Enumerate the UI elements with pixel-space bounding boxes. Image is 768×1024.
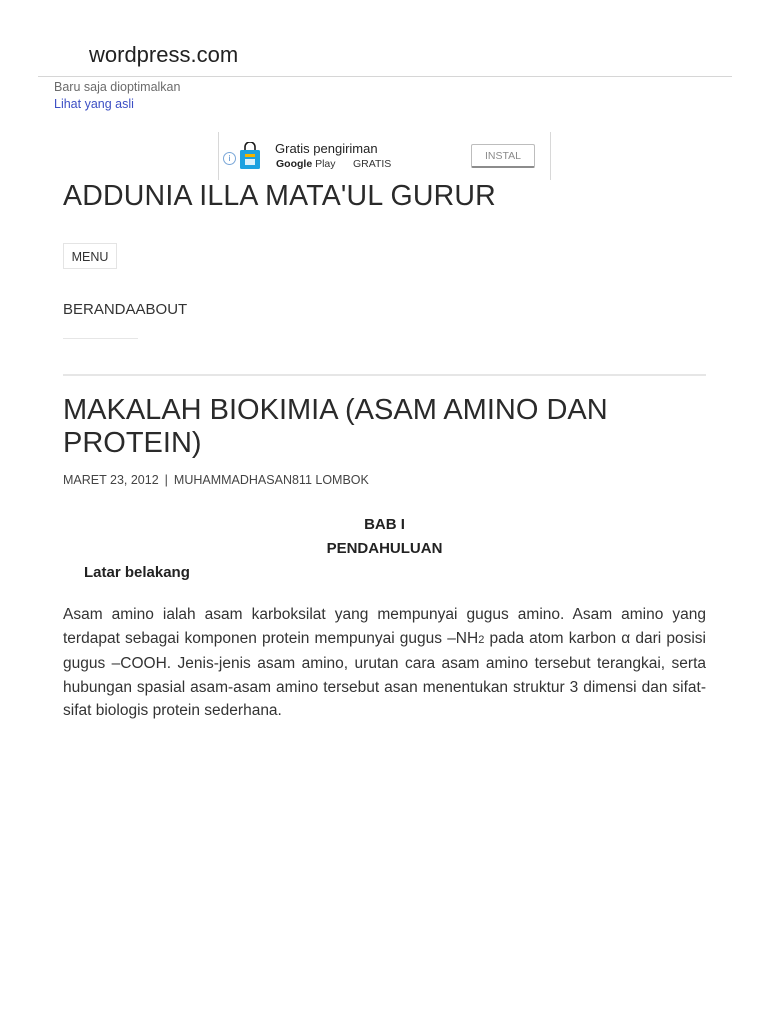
ad-info-icon[interactable]: i — [223, 152, 236, 165]
shopping-bag-icon — [239, 142, 261, 170]
ad-banner[interactable] — [218, 132, 551, 180]
post-title[interactable]: MAKALAH BIOKIMIA (ASAM AMINO DAN PROTEIN) — [63, 394, 608, 459]
google-play-prefix: Google — [276, 158, 313, 170]
paragraph-part-2: pada atom karbon α dari posisi gugus –COOH. Jenis-jenis asam amino, urutan cara asam amino tersebut terangkai, serta hubungan spasial asam-asam amino tersebut asan menentukan struktur 3 dimensi dan sifat-sifat biologis protein sederhana. — [63, 629, 706, 719]
paragraph-part-1: Asam amino ialah asam karboksilat yang mempunyai gugus amino. Asam amino yang terdapat sebagai komponen protein mempunyai gugus –NH — [63, 606, 706, 647]
post-date[interactable]: MARET 23, 2012 — [63, 473, 159, 487]
menu-button[interactable]: MENU — [63, 243, 117, 269]
header-divider — [38, 76, 732, 77]
main-nav — [63, 301, 187, 318]
meta-separator: | — [164, 473, 168, 487]
section-heading: Latar belakang — [84, 564, 190, 581]
google-play-suffix: Play — [312, 158, 336, 170]
blog-title[interactable]: ADDUNIA ILLA MATA'UL GURUR — [63, 180, 496, 212]
chapter-number: BAB I — [364, 516, 405, 533]
ad-price: GRATIS — [353, 158, 392, 170]
optimized-notice: Baru saja dioptimalkan — [54, 80, 181, 94]
ad-title: Gratis pengiriman — [275, 141, 378, 156]
install-button[interactable]: INSTAL — [471, 144, 535, 168]
paragraph-subscript: 2 — [478, 633, 485, 646]
nav-item-about[interactable]: ABOUT — [135, 301, 188, 318]
content-divider — [63, 374, 706, 376]
post-author[interactable]: MUHAMMADHASAN811 LOMBOK — [173, 473, 369, 487]
view-original-link[interactable]: Lihat yang asli — [54, 97, 134, 111]
site-domain[interactable]: wordpress.com — [89, 42, 239, 67]
body-paragraph — [63, 603, 706, 723]
google-play-label — [276, 158, 336, 170]
post-meta — [63, 473, 369, 487]
chapter-title: PENDAHULUAN — [326, 540, 443, 557]
nav-divider — [63, 338, 138, 339]
nav-item-beranda[interactable]: BERANDA — [63, 301, 136, 318]
